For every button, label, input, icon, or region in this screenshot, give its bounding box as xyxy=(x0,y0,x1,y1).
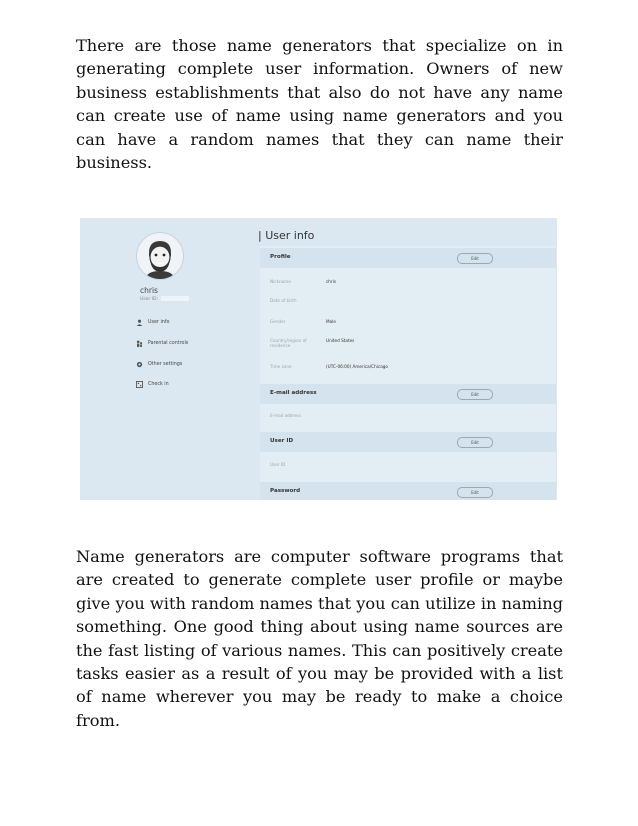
avatar xyxy=(136,232,184,280)
dob-label: Date of birth xyxy=(270,298,297,303)
password-section-header xyxy=(260,482,556,500)
sidebar-item-check-in[interactable] xyxy=(136,381,169,388)
nickname-value: chris xyxy=(326,279,337,284)
sidebar-item-label: Check in xyxy=(148,382,169,387)
section-label: Password xyxy=(270,488,301,494)
country-label: Country/region of residence xyxy=(270,338,307,348)
timezone-value: (UTC-06:00) America/Chicago xyxy=(326,364,388,369)
section-label: Profile xyxy=(270,254,291,260)
gear-icon xyxy=(136,361,143,368)
body-paragraph: Name generators are computer software programs that are created to generate complete user profile or maybe give you with random names that you can utilize in naming something. One good thing about using name sources are the fast listing of various names. This can positively create tasks easier as a result of you may be provided with a list of name wherever you may be ready to make a choice from. xyxy=(76,547,563,730)
sidebar-item-user-info[interactable] xyxy=(136,319,169,326)
email-section-header xyxy=(260,384,556,404)
profile-edit-button[interactable]: Edit xyxy=(457,253,493,264)
sidebar-item-parental-controls[interactable] xyxy=(136,340,188,347)
gender-value: Male xyxy=(326,319,336,324)
gender-label: Gender xyxy=(270,319,286,324)
userid-edit-button[interactable]: Edit xyxy=(457,437,493,448)
sidebar-item-label: Parental controls xyxy=(148,341,189,346)
nickname-label: Nickname xyxy=(270,279,291,284)
intro-paragraph: There are those name generators that specialize on in generating complete user information. Owners of new business establishments that also do not have any name can create use of name using name generators and you can have a random names that they can name their business. xyxy=(76,36,563,173)
section-label: User ID xyxy=(270,438,294,444)
section-label: E-mail address xyxy=(270,390,317,396)
qr-icon xyxy=(136,381,143,388)
avatar-icon xyxy=(137,233,183,279)
userid-section-header xyxy=(260,432,556,452)
userid-label: User ID xyxy=(270,462,286,467)
profile-section-header xyxy=(260,248,556,268)
password-edit-button[interactable]: Edit xyxy=(457,487,493,498)
username: chris xyxy=(140,286,158,295)
sidebar-item-label: Other settings xyxy=(148,362,183,367)
user-icon xyxy=(136,319,143,326)
sidebar-item-other-settings[interactable] xyxy=(136,361,182,368)
user-info-panel xyxy=(260,246,556,500)
country-value: United States xyxy=(326,338,355,343)
user-info-screenshot xyxy=(80,218,557,500)
sidebar-item-label: User info xyxy=(148,320,170,325)
email-edit-button[interactable]: Edit xyxy=(457,389,493,400)
page-title: | User info xyxy=(258,229,315,242)
timezone-label: Time zone xyxy=(270,364,292,369)
user-id-line: User ID: xyxy=(140,296,189,302)
email-label: E-mail address xyxy=(270,413,301,418)
parental-icon xyxy=(136,340,143,347)
